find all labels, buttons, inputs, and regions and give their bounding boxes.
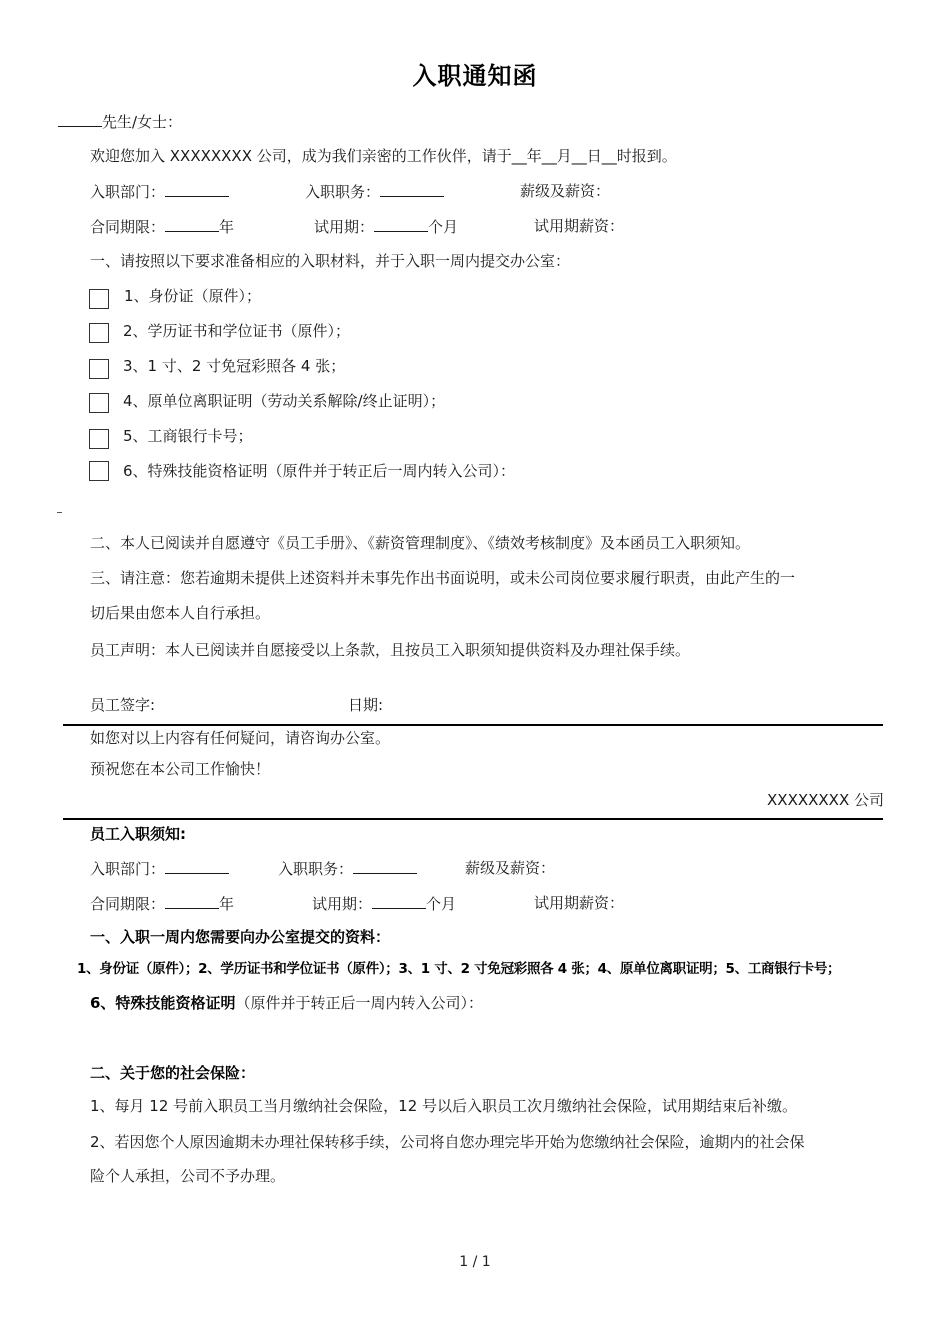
checklist-item-bank-card: 5、工商银行卡号； [123, 427, 253, 445]
month-unit: 个月 [428, 218, 459, 236]
materials-list: 1、身份证（原件）；2、学历证书和学位证书（原件）；3、1 寸、2 寸免冠彩照各 4 张；4、原单位离职证明；5、工商银行卡号； [77, 961, 841, 977]
checkbox-diploma[interactable] [89, 323, 109, 343]
month-unit: 个月 [426, 895, 457, 913]
department-blank[interactable] [165, 861, 229, 874]
contact-text: 如您对以上内容有任何疑问，请咨询办公室。 [90, 729, 391, 747]
checklist-item-skill-cert: 6、特殊技能资格证明（原件并于转正后一周内转入公司）： [123, 462, 516, 480]
notice-probation-field [312, 896, 456, 912]
wish-text: 预祝您在本公司工作愉快！ [90, 760, 271, 778]
checkbox-bank-card[interactable] [89, 429, 109, 449]
signature-label: 员工签字: [90, 696, 156, 714]
skill-cert-label: 6、特殊技能资格证明 [90, 994, 236, 1012]
section3-line1: 三、请注意：您若逾期未提供上述资料并未事先作出书面说明，或未公司岗位要求履行职责，由此产生的一 [90, 569, 796, 587]
position-blank[interactable] [380, 184, 444, 197]
contract-term-label: 合同期限： [90, 218, 166, 236]
checkbox-photos[interactable] [89, 359, 109, 379]
year-unit: 年 [219, 895, 235, 913]
contract-term-label: 合同期限： [90, 895, 166, 913]
probation-blank[interactable] [372, 896, 426, 909]
department-blank[interactable] [165, 184, 229, 197]
document-title: 入职通知函 [412, 62, 538, 90]
position-label: 入职职务： [278, 860, 354, 878]
position-field [305, 184, 444, 200]
notice-probation-salary-label: 试用期薪资： [534, 894, 625, 912]
probation-blank[interactable] [374, 219, 428, 232]
section2-text: 二、本人已阅读并自愿遵守《员工手册》、《薪资管理制度》、《绩效考核制度》及本函员工入职须知。 [90, 534, 751, 552]
salutation-text: 先生/女士： [102, 113, 183, 131]
department-field [90, 184, 229, 200]
notice-heading: 员工入职须知: [90, 825, 186, 843]
notice-section1-heading: 一、入职一周内您需要向办公室提交的资料： [90, 928, 391, 946]
checklist-item-resignation-cert: 4、原单位离职证明（劳动关系解除/终止证明）； [123, 392, 446, 410]
insurance-rule-2-line1: 2、若因您个人原因逾期未办理社保转移手续，公司将自您办理完毕开始为您缴纳社会保险，逾期内的社会保 [90, 1133, 805, 1151]
probation-field [314, 219, 458, 235]
section3-line2: 切后果由您本人自行承担。 [90, 604, 271, 622]
probation-label: 试用期： [314, 218, 375, 236]
probation-salary-label: 试用期薪资： [534, 217, 625, 235]
checkbox-id-card[interactable] [89, 289, 109, 309]
notice-department-field [90, 861, 229, 877]
department-label: 入职部门： [90, 860, 166, 878]
department-label: 入职部门： [90, 183, 166, 201]
skill-cert-note: （原件并于转正后一周内转入公司）： [235, 994, 483, 1012]
notice-position-field [278, 861, 417, 877]
salutation [58, 114, 182, 130]
checkbox-skill-cert[interactable] [89, 461, 109, 481]
company-signoff: XXXXXXXX 公司 [767, 791, 884, 809]
skill-cert-item [90, 996, 483, 1011]
insurance-heading: 二、关于您的社会保险： [90, 1064, 256, 1082]
contract-term-field [90, 219, 234, 235]
name-blank[interactable] [58, 114, 102, 127]
notice-contract-term-field [90, 896, 234, 912]
position-label: 入职职务： [305, 183, 381, 201]
notice-salary-label: 薪级及薪资： [465, 859, 556, 877]
salary-label: 薪级及薪资： [520, 182, 611, 200]
divider-line [63, 724, 883, 726]
position-blank[interactable] [353, 861, 417, 874]
page-indicator: 1 / 1 [459, 1254, 491, 1270]
checklist-item-diploma: 2、学历证书和学位证书（原件）； [123, 322, 351, 340]
year-unit: 年 [219, 218, 235, 236]
checklist-item-id-card: 1、身份证（原件）； [124, 287, 262, 305]
divider-line [63, 818, 883, 820]
contract-term-blank[interactable] [165, 219, 219, 232]
checklist-item-photos: 3、1 寸、2 寸免冠彩照各 4 张； [123, 357, 346, 375]
contract-term-blank[interactable] [165, 896, 219, 909]
employee-declaration: 员工声明：本人已阅读并自愿接受以上条款，且按员工入职须知提供资料及办理社保手续。 [90, 641, 691, 659]
checkbox-resignation-cert[interactable] [89, 393, 109, 413]
date-label: 日期: [348, 696, 384, 714]
stray-mark [57, 512, 62, 513]
welcome-text: 欢迎您加入 XXXXXXXX 公司，成为我们亲密的工作伙伴，请于__年__月__日__时报到。 [90, 147, 677, 165]
section1-heading: 一、请按照以下要求准备相应的入职材料，并于入职一周内提交办公室： [90, 252, 571, 270]
probation-label: 试用期： [312, 895, 373, 913]
insurance-rule-2-line2: 险个人承担，公司不予办理。 [90, 1167, 286, 1185]
insurance-rule-1: 1、每月 12 号前入职员工当月缴纳社会保险，12 号以后入职员工次月缴纳社会保险，试用期结束后补缴。 [90, 1097, 798, 1115]
